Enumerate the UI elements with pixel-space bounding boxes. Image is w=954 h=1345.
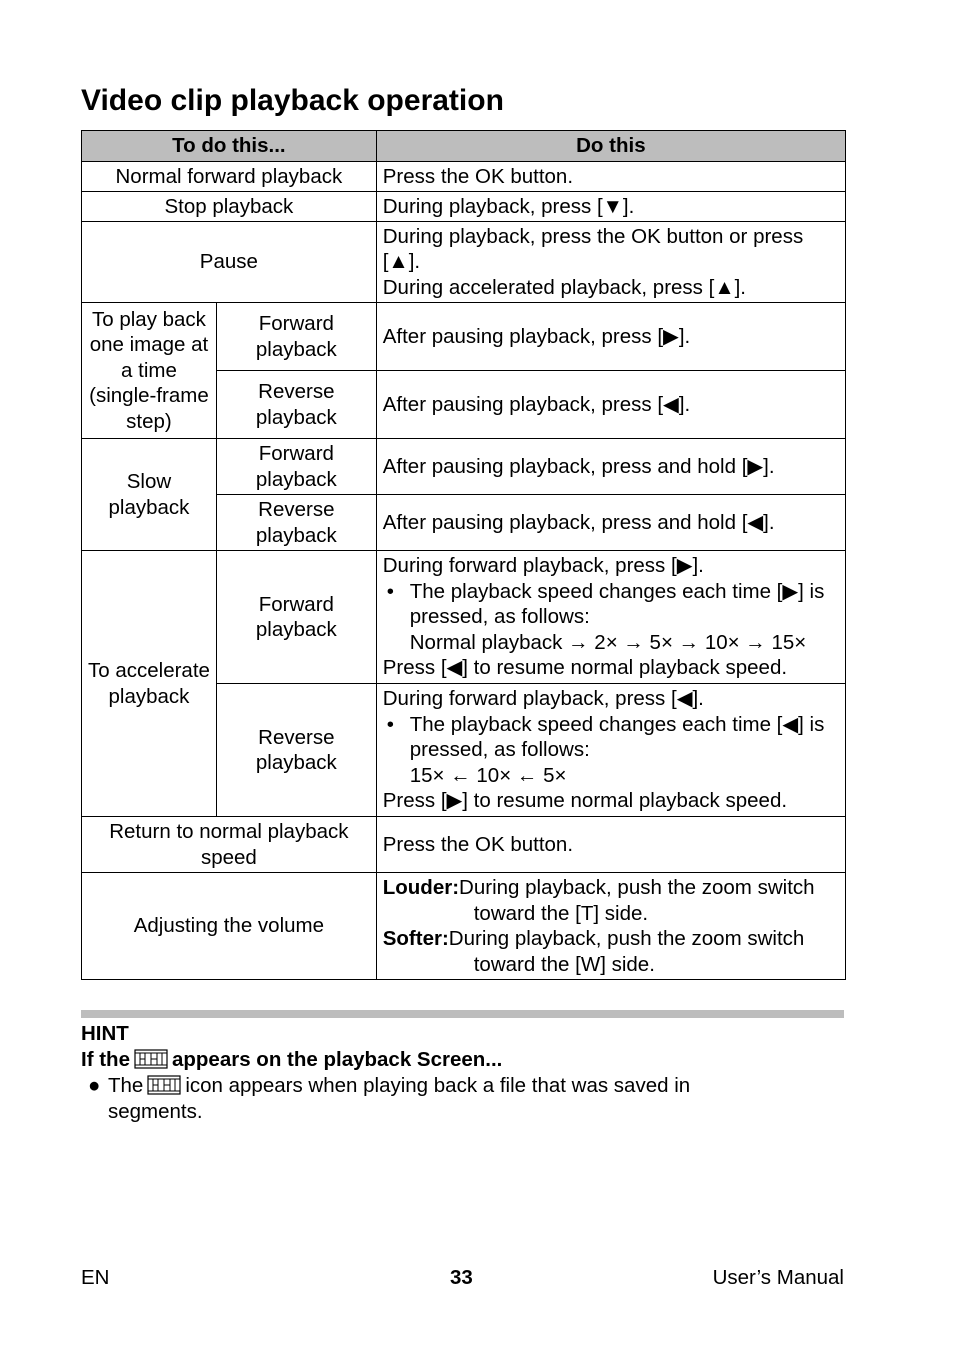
table-row	[82, 303, 846, 371]
header-do-this: Do this	[376, 131, 845, 162]
segmented-file-icon	[134, 1049, 168, 1069]
hint-bullet-item	[88, 1073, 788, 1125]
row-instruction: After pausing playback, press and hold [▶].	[376, 439, 845, 495]
row-subaction: Forward playback	[216, 303, 376, 371]
table-row	[82, 439, 846, 495]
hint-heading: HINT	[81, 1022, 129, 1045]
accel-forward-line2: The playback speed changes each time [▶] is pressed, as follows:	[409, 579, 825, 629]
table-row	[82, 551, 846, 684]
row-action: To play back one image at a time (single-frame step)	[82, 303, 217, 439]
accel-forward-line3: Normal playback → 2× → 5× → 10× → 15×	[409, 630, 807, 654]
page-number: 33	[450, 1266, 473, 1289]
hint-body-after: icon appears when playing back a file that was saved in segments.	[108, 1074, 691, 1123]
volume-softer	[383, 926, 839, 977]
row-subaction: Reverse playback	[216, 371, 376, 439]
header-to-do-this: To do this...	[82, 131, 377, 162]
row-action: Stop playback	[82, 192, 377, 222]
accel-reverse-line2: The playback speed changes each time [◀] is pressed, as follows:	[409, 712, 825, 762]
accel-reverse-line3: 15× ← 10× ← 5×	[409, 763, 567, 787]
row-action: Pause	[82, 222, 377, 303]
hint-subheading	[81, 1048, 502, 1072]
row-instruction: After pausing playback, press [▶].	[376, 303, 845, 371]
row-instruction	[376, 684, 845, 817]
row-instruction	[376, 873, 845, 980]
bullet-dot: ●	[88, 1074, 101, 1097]
table-header-row	[82, 131, 846, 162]
row-instruction	[376, 222, 845, 303]
bullet-mark: •	[386, 579, 394, 603]
footer-manual-title: User’s Manual	[712, 1266, 844, 1289]
softer-label: Softer:	[382, 927, 449, 950]
bullet-mark: •	[386, 712, 394, 736]
volume-louder	[383, 875, 839, 926]
playback-operations-table	[81, 130, 846, 980]
table-row	[82, 222, 846, 303]
segmented-file-icon	[147, 1075, 181, 1095]
accel-reverse-bullet-item	[383, 712, 839, 763]
footer-language: EN	[81, 1266, 110, 1289]
row-instruction: Press the OK button.	[376, 162, 845, 192]
row-instruction: During playback, press [▼].	[376, 192, 845, 222]
pause-instruction-1: During playback, press the OK button or press [▲].	[382, 224, 804, 274]
hint-body	[88, 1073, 788, 1125]
hint-body-before: The	[108, 1074, 144, 1097]
row-subaction: Forward playback	[216, 439, 376, 495]
hint-sub-before: If the	[81, 1048, 130, 1071]
table-row	[82, 192, 846, 222]
hint-sub-after: appears on the playback Screen...	[171, 1048, 503, 1071]
row-instruction: Press the OK button.	[376, 817, 845, 873]
louder-text: During playback, push the zoom switch toward the [T] side.	[459, 876, 815, 925]
row-instruction: After pausing playback, press and hold [◀].	[376, 495, 845, 551]
accel-reverse-line1: During forward playback, press [◀].	[382, 687, 704, 711]
louder-label: Louder:	[382, 876, 460, 899]
row-action: Adjusting the volume	[82, 873, 377, 980]
accel-forward-bullet-item	[383, 579, 839, 630]
table-row	[82, 162, 846, 192]
row-subaction: Reverse playback	[216, 684, 376, 817]
hint-divider	[81, 1010, 844, 1018]
pause-instruction-2: During accelerated playback, press [▲].	[382, 275, 746, 299]
accel-reverse-line4: Press [▶] to resume normal playback speed.	[382, 789, 788, 813]
row-instruction: After pausing playback, press [◀].	[376, 371, 845, 439]
row-action: Return to normal playback speed	[82, 817, 377, 873]
row-action: Normal forward playback	[82, 162, 377, 192]
table-row	[82, 817, 846, 873]
table-row	[82, 873, 846, 980]
accel-forward-line1: During forward playback, press [▶].	[382, 554, 704, 578]
accel-forward-line4: Press [◀] to resume normal playback speed.	[382, 656, 788, 680]
row-action: To accelerate playback	[82, 551, 217, 817]
page-title: Video clip playback operation	[81, 84, 504, 117]
row-subaction: Forward playback	[216, 551, 376, 684]
softer-text: During playback, push the zoom switch toward the [W] side.	[448, 927, 805, 976]
row-instruction	[376, 551, 845, 684]
row-action: Slow playback	[82, 439, 217, 551]
row-subaction: Reverse playback	[216, 495, 376, 551]
